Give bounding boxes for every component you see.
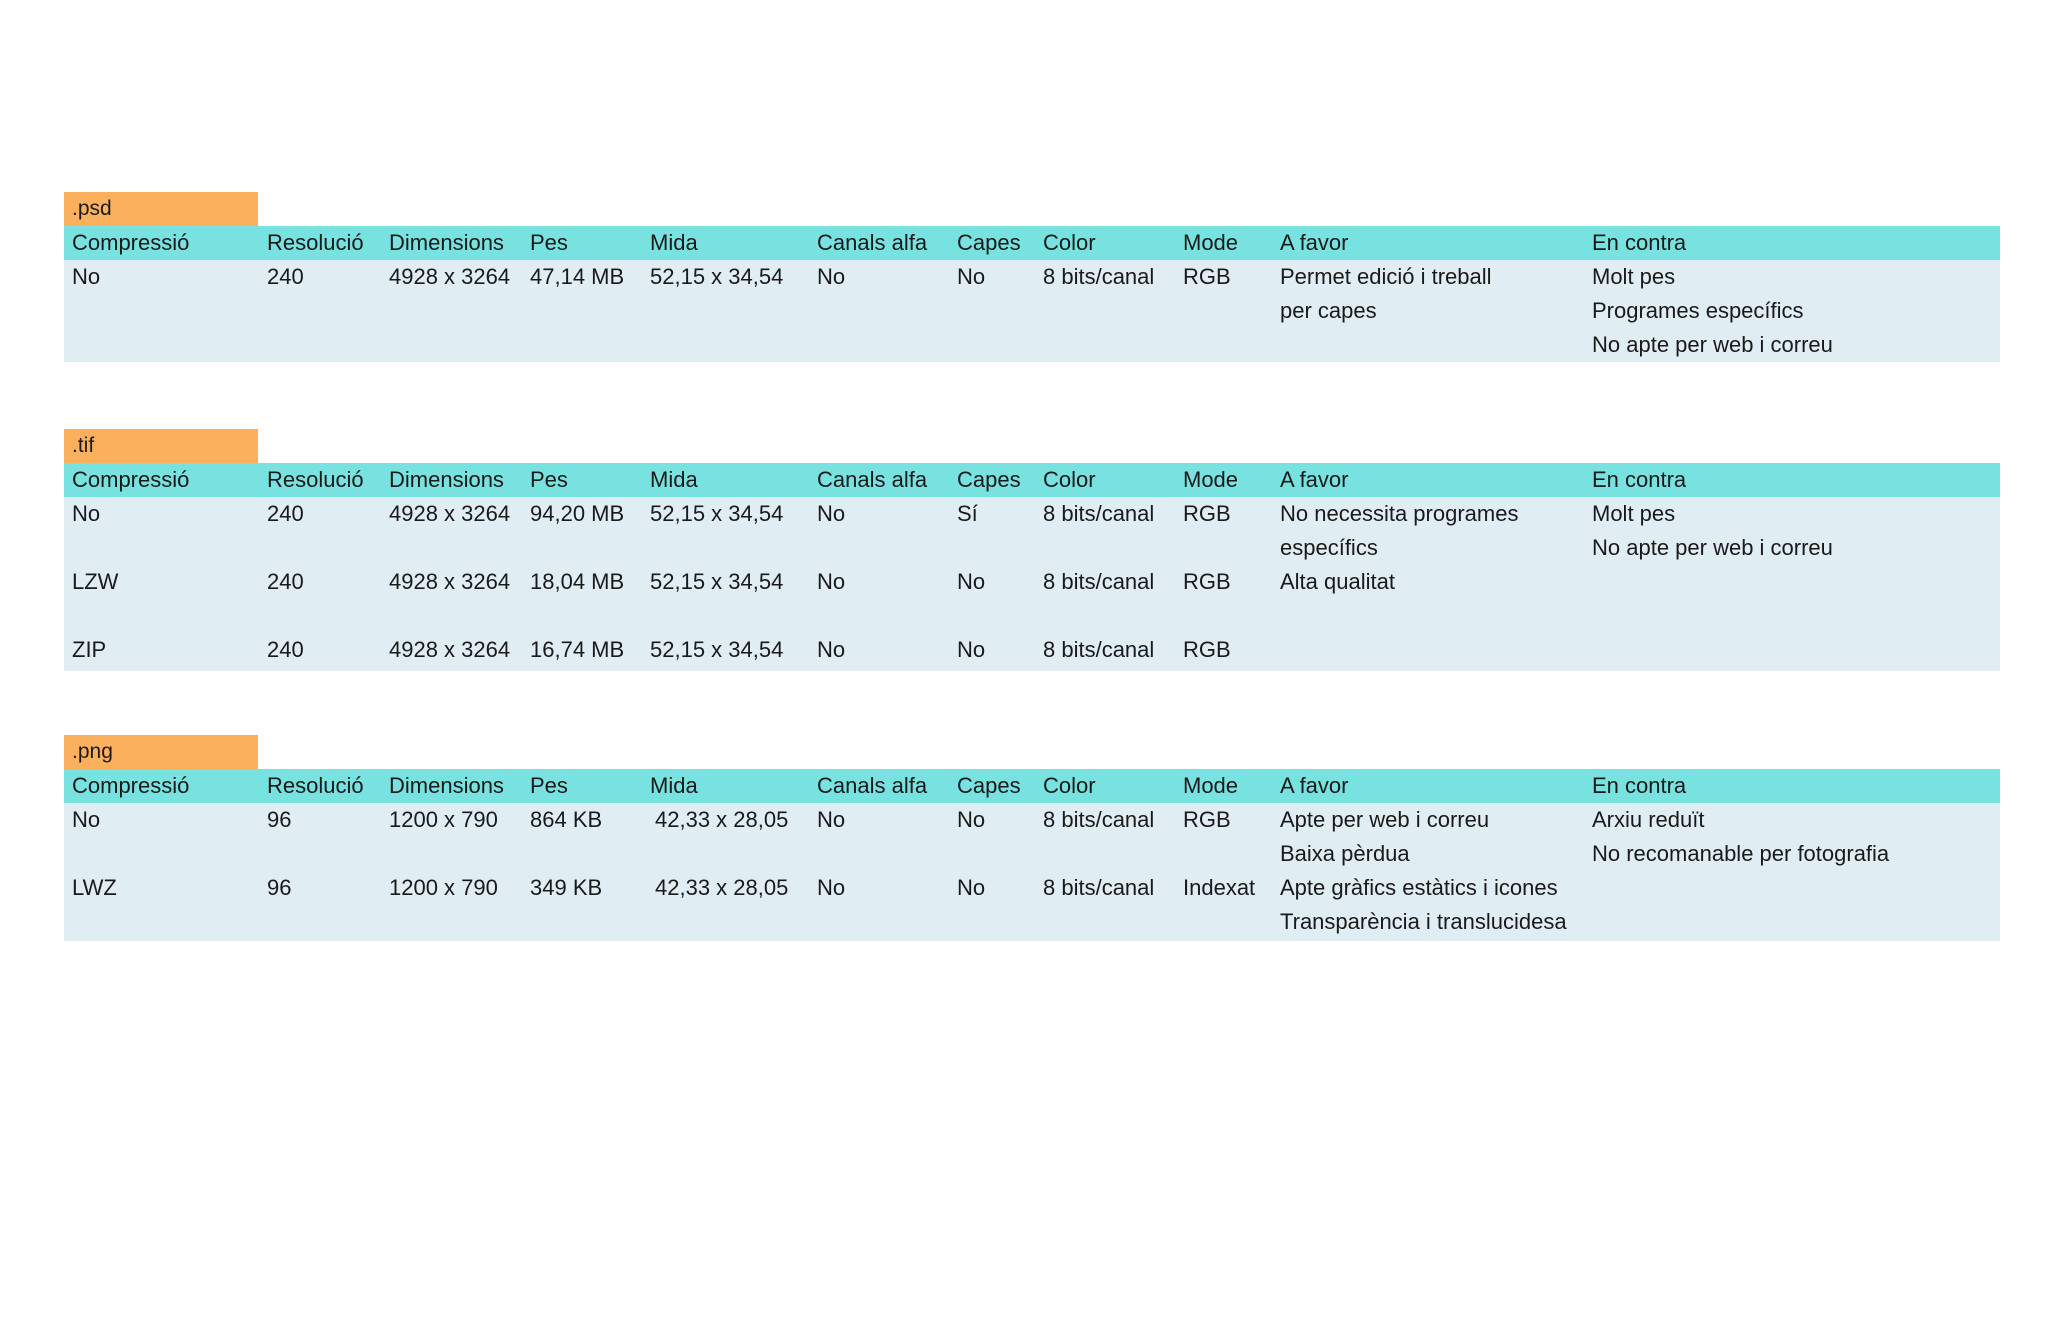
format-tag: .png — [64, 735, 258, 769]
header-compressio: Compressió — [72, 773, 190, 798]
cell-mode: RGB — [1183, 264, 1231, 289]
cell-mida: 42,33 x 28,05 — [655, 875, 789, 900]
table-row — [64, 633, 2000, 671]
cell-a-favor — [1272, 565, 1584, 633]
header-mida: Mida — [650, 230, 698, 255]
cell-color: 8 bits/canal — [1043, 637, 1155, 662]
header-color: Color — [1043, 773, 1096, 798]
table-body — [64, 803, 2000, 941]
cell-color: 8 bits/canal — [1043, 807, 1155, 832]
header-mode: Mode — [1183, 467, 1239, 492]
cell-color: 8 bits/canal — [1043, 569, 1155, 594]
cell-canals-alfa: No — [817, 569, 846, 594]
table-tif — [64, 429, 2000, 671]
cell-mida: 52,15 x 34,54 — [650, 264, 784, 289]
cell-resolucio: 96 — [267, 875, 292, 900]
cell-pes: 94,20 MB — [530, 501, 625, 526]
cell-en-contra — [1584, 871, 2000, 941]
header-capes: Capes — [957, 773, 1021, 798]
header-canals-alfa: Canals alfa — [817, 230, 928, 255]
table-row — [64, 803, 2000, 871]
cell-mode: RGB — [1183, 501, 1231, 526]
format-tag: .tif — [64, 429, 258, 463]
cell-color: 8 bits/canal — [1043, 264, 1155, 289]
table-png — [64, 735, 2000, 941]
cell-en-contra — [1584, 565, 2000, 633]
cell-mida: 52,15 x 34,54 — [650, 637, 784, 662]
header-a-favor: A favor — [1280, 773, 1349, 798]
a-favor-line: Permet edició i treball — [1280, 264, 1492, 289]
cell-compressio: No — [72, 264, 101, 289]
header-capes: Capes — [957, 230, 1021, 255]
cell-compressio: ZIP — [72, 637, 107, 662]
table-psd — [64, 192, 2000, 362]
cell-resolucio: 240 — [267, 264, 304, 289]
table-header — [64, 226, 2000, 260]
cell-color: 8 bits/canal — [1043, 501, 1155, 526]
cell-a-favor — [1272, 497, 1584, 565]
cell-a-favor — [1272, 260, 1584, 362]
cell-capes: No — [957, 637, 986, 662]
cell-pes: 18,04 MB — [530, 569, 625, 594]
a-favor-line: Alta qualitat — [1280, 569, 1395, 594]
cell-resolucio: 240 — [267, 637, 304, 662]
cell-capes: No — [957, 264, 986, 289]
cell-en-contra — [1584, 803, 2000, 871]
cell-mida: 42,33 x 28,05 — [655, 807, 789, 832]
cell-dimensions: 4928 x 3264 — [389, 501, 511, 526]
header-pes: Pes — [530, 773, 568, 798]
table-body — [64, 260, 2000, 362]
header-resolucio: Resolució — [267, 230, 364, 255]
a-favor-line: per capes — [1280, 298, 1377, 323]
header-en-contra: En contra — [1592, 773, 1687, 798]
header-dimensions: Dimensions — [389, 773, 504, 798]
header-compressio: Compressió — [72, 230, 190, 255]
en-contra-line: Arxiu reduït — [1592, 807, 1705, 832]
header-capes: Capes — [957, 467, 1021, 492]
header-mode: Mode — [1183, 230, 1239, 255]
header-compressio: Compressió — [72, 467, 190, 492]
cell-mode: RGB — [1183, 569, 1231, 594]
a-favor-line: Transparència i translucidesa — [1280, 909, 1567, 934]
header-en-contra: En contra — [1592, 230, 1687, 255]
cell-dimensions: 4928 x 3264 — [389, 264, 511, 289]
cell-canals-alfa: No — [817, 875, 846, 900]
header-mida: Mida — [650, 773, 698, 798]
cell-resolucio: 96 — [267, 807, 292, 832]
header-color: Color — [1043, 467, 1096, 492]
cell-mode: Indexat — [1183, 875, 1256, 900]
a-favor-line: específics — [1280, 535, 1378, 560]
cell-dimensions: 1200 x 790 — [389, 807, 498, 832]
header-a-favor: A favor — [1280, 230, 1349, 255]
table-row — [64, 497, 2000, 565]
cell-dimensions: 1200 x 790 — [389, 875, 498, 900]
cell-compressio: LWZ — [72, 875, 117, 900]
cell-mida: 52,15 x 34,54 — [650, 501, 784, 526]
table-row — [64, 260, 2000, 362]
cell-pes: 864 KB — [530, 807, 603, 832]
cell-canals-alfa: No — [817, 807, 846, 832]
en-contra-line: No recomanable per fotografia — [1592, 841, 1890, 866]
table-row — [64, 565, 2000, 633]
a-favor-line: Apte gràfics estàtics i icones — [1280, 875, 1558, 900]
cell-capes: No — [957, 875, 986, 900]
cell-a-favor — [1272, 871, 1584, 941]
cell-pes: 16,74 MB — [530, 637, 625, 662]
cell-en-contra — [1584, 633, 2000, 671]
header-resolucio: Resolució — [267, 467, 364, 492]
header-en-contra: En contra — [1592, 467, 1687, 492]
cell-capes: No — [957, 807, 986, 832]
table-row — [64, 871, 2000, 941]
header-color: Color — [1043, 230, 1096, 255]
cell-capes: Sí — [957, 501, 978, 526]
header-mode: Mode — [1183, 773, 1239, 798]
cell-canals-alfa: No — [817, 264, 846, 289]
table-body — [64, 497, 2000, 671]
en-contra-line: No apte per web i correu — [1592, 535, 1833, 560]
cell-capes: No — [957, 569, 986, 594]
cell-a-favor — [1272, 803, 1584, 871]
header-resolucio: Resolució — [267, 773, 364, 798]
cell-canals-alfa: No — [817, 637, 846, 662]
format-tag: .psd — [64, 192, 258, 226]
cell-pes: 349 KB — [530, 875, 603, 900]
cell-compressio: No — [72, 501, 101, 526]
cell-resolucio: 240 — [267, 501, 304, 526]
cell-compressio: No — [72, 807, 101, 832]
cell-mode: RGB — [1183, 637, 1231, 662]
header-dimensions: Dimensions — [389, 467, 504, 492]
table-header — [64, 463, 2000, 497]
cell-en-contra — [1584, 497, 2000, 565]
cell-a-favor — [1272, 633, 1584, 671]
cell-resolucio: 240 — [267, 569, 304, 594]
header-pes: Pes — [530, 230, 568, 255]
cell-mode: RGB — [1183, 807, 1231, 832]
header-dimensions: Dimensions — [389, 230, 504, 255]
cell-canals-alfa: No — [817, 501, 846, 526]
a-favor-line: No necessita programes — [1280, 501, 1519, 526]
header-canals-alfa: Canals alfa — [817, 773, 928, 798]
cell-en-contra — [1584, 260, 2000, 362]
cell-dimensions: 4928 x 3264 — [389, 637, 511, 662]
en-contra-line: Programes específics — [1592, 298, 1804, 323]
a-favor-line: Baixa pèrdua — [1280, 841, 1410, 866]
header-pes: Pes — [530, 467, 568, 492]
header-a-favor: A favor — [1280, 467, 1349, 492]
en-contra-line: Molt pes — [1592, 501, 1676, 526]
header-mida: Mida — [650, 467, 698, 492]
cell-dimensions: 4928 x 3264 — [389, 569, 511, 594]
a-favor-line: Apte per web i correu — [1280, 807, 1490, 832]
en-contra-line: No apte per web i correu — [1592, 332, 1833, 357]
cell-compressio: LZW — [72, 569, 119, 594]
header-canals-alfa: Canals alfa — [817, 467, 928, 492]
cell-mida: 52,15 x 34,54 — [650, 569, 784, 594]
cell-pes: 47,14 MB — [530, 264, 625, 289]
table-header — [64, 769, 2000, 803]
en-contra-line: Molt pes — [1592, 264, 1676, 289]
cell-color: 8 bits/canal — [1043, 875, 1155, 900]
